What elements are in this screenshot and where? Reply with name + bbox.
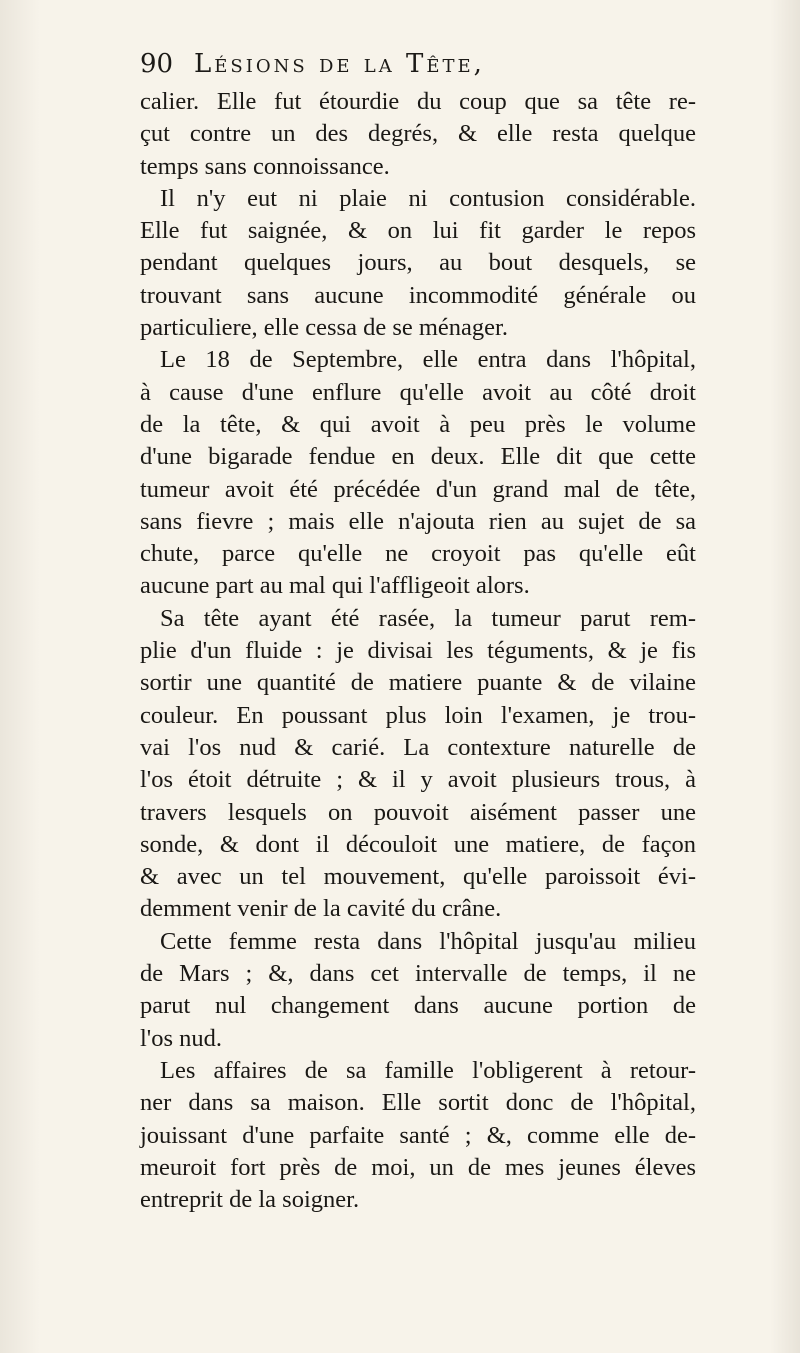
text-line: entreprit de la soigner. — [140, 1186, 360, 1214]
text-line: l'os nud. — [140, 1024, 223, 1052]
running-title: Lésions de la Tête, — [194, 49, 485, 79]
text-line: demment venir de la cavité du crâne. — [140, 895, 502, 923]
text-line: de Mars ; &, dans cet intervalle de temps, il ne — [140, 960, 696, 988]
text-line: Cette femme resta dans l'hôpital jusqu'au milieu — [160, 927, 696, 955]
text-line: meuroit fort près de moi, un de mes jeunes éleves — [140, 1153, 696, 1181]
text-line: aucune part au mal qui l'affligeoit alors. — [140, 572, 530, 600]
text-line: chute, parce qu'elle ne croyoit pas qu'elle eût — [140, 540, 696, 568]
text-line: de la tête, & qui avoit à peu près le volume — [140, 410, 696, 438]
text-line: d'une bigarade fendue en deux. Elle dit que cette — [140, 443, 696, 471]
text-line: Il n'y eut ni plaie ni contusion considérable. — [160, 184, 696, 212]
text-line: trouvant sans aucune incommodité générale ou — [140, 281, 696, 309]
text-line: ner dans sa maison. Elle sortit donc de l'hôpital, — [140, 1089, 696, 1117]
text-line: calier. Elle fut étourdie du coup que sa tête re- — [140, 88, 696, 115]
text-line: pendant quelques jours, au bout desquels, se — [140, 249, 696, 277]
text-line: & avec un tel mouvement, qu'elle paroissoit évi- — [140, 863, 696, 891]
text-line: parut nul changement dans aucune portion de — [140, 992, 696, 1020]
page-number: 90 — [140, 49, 174, 79]
text-line: sonde, & dont il découloit une matiere, de façon — [140, 830, 696, 858]
text-line: plie d'un fluide : je divisai les téguments, & je fis — [140, 637, 696, 665]
text-line: Sa tête ayant été rasée, la tumeur parut rem- — [160, 604, 696, 632]
text-line: Le 18 de Septembre, elle entra dans l'hôpital, — [160, 346, 696, 374]
text-line: jouissant d'une parfaite santé ; &, comme elle de- — [140, 1121, 696, 1149]
text-line: vai l'os nud & carié. La contexture naturelle de — [140, 733, 696, 761]
text-line: Elle fut saignée, & on lui fit garder le repos — [140, 217, 696, 245]
text-line: Les affaires de sa famille l'obligerent à retour- — [160, 1056, 696, 1084]
body-text — [140, 86, 696, 1216]
text-line: temps sans connoissance. — [140, 152, 390, 180]
text-line: sans fievre ; mais elle n'ajouta rien au sujet de sa — [140, 507, 696, 535]
text-line: particuliere, elle cessa de se ménager. — [140, 314, 508, 342]
text-line: sortir une quantité de matiere puante & de vilaine — [140, 669, 696, 697]
page-header — [140, 44, 700, 84]
text-line: çut contre un des degrés, & elle resta quelque — [140, 120, 696, 148]
text-line: à cause d'une enflure qu'elle avoit au côté droit — [140, 378, 696, 406]
text-line: travers lesquels on pouvoit aisément passer une — [140, 798, 696, 826]
text-line: tumeur avoit été précédée d'un grand mal de tête, — [140, 475, 696, 503]
text-line: couleur. En poussant plus loin l'examen, je trou- — [140, 701, 696, 729]
text-line: l'os étoit détruite ; & il y avoit plusieurs trous, à — [140, 766, 696, 794]
